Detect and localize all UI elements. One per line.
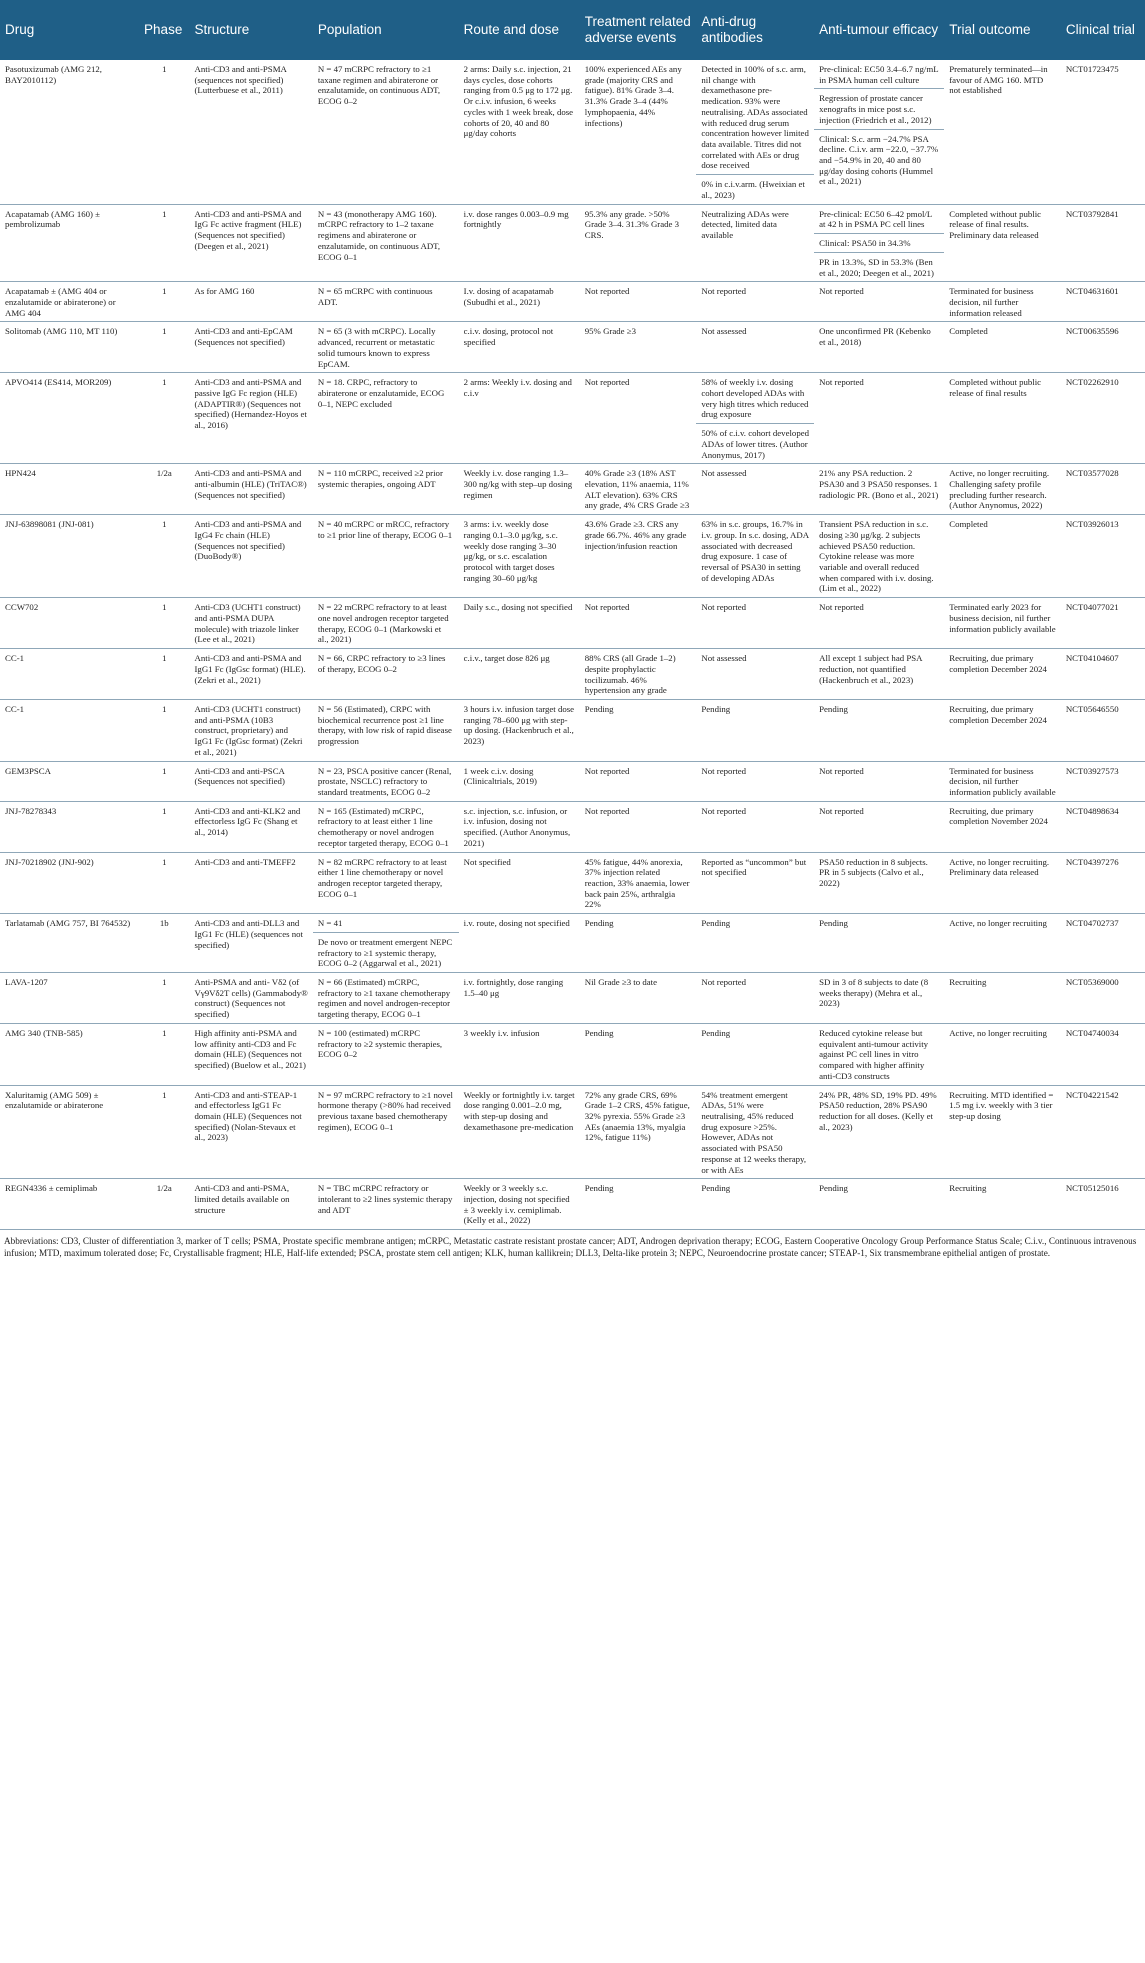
cell-trial: NCT03926013 (1061, 515, 1145, 598)
cell-efficacy (814, 973, 944, 1024)
cell-efficacy-part: Not reported (819, 377, 864, 388)
cell-efficacy-part: Not reported (819, 805, 864, 816)
cell-ada (696, 464, 814, 515)
cell-trial: NCT05646550 (1061, 699, 1145, 761)
cell-ada-part: Not reported (701, 286, 747, 297)
cell-efficacy-part: PR in 13.3%, SD in 53.3% (Ben et al., 2020; Deegen et al., 2021) (814, 252, 944, 281)
header-efficacy: Anti-tumour efficacy (814, 0, 944, 60)
cell-outcome: Active, no longer recruiting. Challenging safety profile precluding further research. (Author Anynomus, 2022) (944, 464, 1061, 515)
cell-drug: REGN4336 ± cemiplimab (0, 1179, 139, 1230)
cell-trial: NCT03792841 (1061, 204, 1145, 282)
cell-outcome: Active, no longer recruiting (944, 1023, 1061, 1085)
cell-outcome: Recruiting (944, 973, 1061, 1024)
cell-ada-part: Not assessed (701, 326, 747, 337)
cell-route: s.c. injection, s.c. infusion, or i.v. infusion, dosing not specified. (Author Anonymus, 2021) (459, 801, 580, 852)
cell-adverse: Pending (580, 1179, 697, 1230)
cell-efficacy-part: Not reported (819, 765, 864, 776)
cell-outcome: Recruiting, due primary completion November 2024 (944, 801, 1061, 852)
cell-population: N = 56 (Estimated), CRPC with biochemical recurrence post ≥1 line therapy, with low risk of rapid disease progression (313, 699, 459, 761)
cell-drug: LAVA-1207 (0, 973, 139, 1024)
cell-adverse: 88% CRS (all Grade 1–2) despite prophylactic tocilizumab. 46% hypertension any grade (580, 649, 697, 700)
cell-trial: NCT05125016 (1061, 1179, 1145, 1230)
cell-drug: Acapatamab (AMG 160) ± pembrolizumab (0, 204, 139, 282)
cell-phase: 1 (139, 1085, 189, 1179)
cell-efficacy (814, 852, 944, 914)
cell-structure: Anti-CD3 and anti-PSMA and passive IgG Fc region (HLE) (ADAPTIR®) (Sequences not specified) (Hernandez-Hoyos et al., 2016) (190, 373, 313, 464)
cell-ada (696, 204, 814, 282)
cell-trial: NCT02262910 (1061, 373, 1145, 464)
table-row (0, 322, 1145, 373)
header-phase: Phase (139, 0, 189, 60)
cell-population-part: De novo or treatment emergent NEPC refractory to ≥1 systemic therapy, ECOG 0–2 (Aggarwal et al., 2021) (313, 932, 459, 972)
cell-ada-part: Not reported (701, 977, 747, 988)
cell-phase: 1 (139, 282, 189, 322)
cell-phase: 1 (139, 1023, 189, 1085)
cell-structure: Anti-CD3 and anti-TMEFF2 (190, 852, 313, 914)
cell-outcome: Terminated early 2023 for business decision, nil further information publicly available (944, 598, 1061, 649)
cell-drug: JNJ-78278343 (0, 801, 139, 852)
cell-trial: NCT04740034 (1061, 1023, 1145, 1085)
cell-outcome: Active, no longer recruiting (944, 914, 1061, 973)
cell-ada-part: Pending (701, 918, 731, 929)
cell-population: N = 43 (monotherapy AMG 160). mCRPC refractory to 1–2 taxane regimens and abiraterone or enzalutamide, on continuous ADT, ECOG 0–1 (313, 204, 459, 282)
cell-phase: 1 (139, 699, 189, 761)
cell-route: i.v. fortnightly, dose ranging 1.5–40 μg (459, 973, 580, 1024)
cell-efficacy (814, 282, 944, 322)
cell-ada-part: Reported as “uncommon” but not specified (701, 856, 807, 878)
cell-ada (696, 914, 814, 973)
cell-phase: 1 (139, 852, 189, 914)
table-header (0, 0, 1145, 60)
cell-route: i.v. dose ranges 0.003–0.9 mg fortnightly (459, 204, 580, 282)
cell-structure: Anti-CD3 and anti-PSCA (Sequences not specified) (190, 761, 313, 801)
cell-ada (696, 1023, 814, 1085)
cell-ada (696, 60, 814, 204)
table-row (0, 464, 1145, 515)
cell-outcome: Completed (944, 322, 1061, 373)
cell-trial: NCT03577028 (1061, 464, 1145, 515)
cell-ada (696, 1085, 814, 1179)
cell-adverse: Not reported (580, 761, 697, 801)
cell-structure: Anti-CD3 and anti-PSMA and IgG1 Fc (IgGsc format) (HLE). (Zekri et al., 2021) (190, 649, 313, 700)
cell-efficacy-part: Clinical: S.c. arm −24.7% PSA decline. C.i.v. arm −22.0, −37.7% and −54.9% in 20, 40 and 80 μg/day dosing cohorts (Hummel et al., 2021) (814, 129, 944, 191)
cell-structure: Anti-CD3 and anti-KLK2 and effectorless IgG Fc (Shang et al., 2014) (190, 801, 313, 852)
cell-route: Weekly or 3 weekly s.c. injection, dosing not specified ± 3 weekly i.v. cemiplimab. (Kelly et al., 2022) (459, 1179, 580, 1230)
cell-adverse: Not reported (580, 801, 697, 852)
cell-efficacy (814, 464, 944, 515)
cell-trial: NCT03927573 (1061, 761, 1145, 801)
cell-ada (696, 649, 814, 700)
cell-outcome: Recruiting, due primary completion December 2024 (944, 699, 1061, 761)
abbreviations-footnote: Abbreviations: CD3, Cluster of differentiation 3, marker of T cells; PSMA, Prostate specific membrane antigen; mCRPC, Metastatic castrate resistant prostate cancer; ADT, Androgen deprivation therapy; ECOG, Eastern Cooperative Oncology Group Performance Status Scale; C.i.v., Continuous intravenous infusion; MTD, maximum tolerated dose; Fc, Crystallisable fragment; HLE, Half-life extended; PSCA, prostate stem cell antigen; KLK, human kallikrein; DLL3, Delta-like protein 3; NEPC, Neuroendocrine prostate cancer; STEAP-1, Six transmembrane epithelial antigen of prostate. (4, 1236, 1137, 1259)
cell-adverse: Not reported (580, 282, 697, 322)
cell-population: N = 47 mCRPC refractory to ≥1 taxane regimen and abiraterone or enzalutamide, on continuous ADT, ECOG 0–2 (313, 60, 459, 204)
cell-route: 3 arms: i.v. weekly dose ranging 0.1–3.0 μg/kg, s.c. weekly dose ranging 3–30 μg/kg, or s.c. escalation protocol with target doses ranging 30–60 μg/kg (459, 515, 580, 598)
header-row (0, 0, 1145, 60)
cell-efficacy-part: PSA50 reduction in 8 subjects. PR in 5 subjects (Calvo et al., 2022) (819, 856, 928, 888)
cell-drug: CC-1 (0, 649, 139, 700)
cell-structure: Anti-CD3 (UCHT1 construct) and anti-PSMA DUPA molecule) with triazole linker (Lee et al., 2021) (190, 598, 313, 649)
cell-outcome: Completed without public release of final results. Preliminary data released (944, 204, 1061, 282)
cell-trial: NCT00635596 (1061, 322, 1145, 373)
cell-structure: Anti-CD3 and anti-PSMA (sequences not specified) (Lutterbuese et al., 2011) (190, 60, 313, 204)
cell-adverse: Not reported (580, 373, 697, 464)
cell-drug: HPN424 (0, 464, 139, 515)
cell-trial: NCT04221542 (1061, 1085, 1145, 1179)
cell-adverse: 95% Grade ≥3 (580, 322, 697, 373)
table-row (0, 598, 1145, 649)
cell-efficacy (814, 1023, 944, 1085)
cell-ada-part: 0% in c.i.v.arm. (Hweixian et al., 2023) (696, 174, 814, 203)
cell-outcome: Terminated for business decision, nil further information released (944, 282, 1061, 322)
cell-population: N = 110 mCRPC, received ≥2 prior systemic therapies, ongoing ADT (313, 464, 459, 515)
cell-outcome: Recruiting (944, 1179, 1061, 1230)
table-row (0, 1179, 1145, 1230)
cell-trial: NCT04898634 (1061, 801, 1145, 852)
cell-route: Daily s.c., dosing not specified (459, 598, 580, 649)
cell-adverse: 100% experienced AEs any grade (majority CRS and fatigue). 81% Grade 3–4. 31.3% Grade 3–4 (44% lymphopaenia, 44% infections) (580, 60, 697, 204)
table-row (0, 914, 1145, 973)
table-row (0, 649, 1145, 700)
cell-population: N = 65 mCRPC with continuous ADT. (313, 282, 459, 322)
cell-ada (696, 973, 814, 1024)
cell-drug: GEM3PSCA (0, 761, 139, 801)
cell-route: c.i.v., target dose 826 μg (459, 649, 580, 700)
cell-efficacy (814, 761, 944, 801)
cell-trial: NCT04397276 (1061, 852, 1145, 914)
cell-outcome: Prematurely terminated—in favour of AMG 160. MTD not established (944, 60, 1061, 204)
cell-route: 2 arms: Weekly i.v. dosing and c.i.v (459, 373, 580, 464)
table-row (0, 60, 1145, 204)
cell-adverse: 40% Grade ≥3 (18% AST elevation, 11% anaemia, 11% ALT elevation). 63% CRS any grade, 4% CRS Grade ≥3 (580, 464, 697, 515)
table-row (0, 1023, 1145, 1085)
cell-route: Not specified (459, 852, 580, 914)
cell-population: N = TBC mCRPC refractory or intolerant to ≥2 lines systemic therapy and ADT (313, 1179, 459, 1230)
header-adverse: Treatment related adverse events (580, 0, 697, 60)
cell-efficacy (814, 914, 944, 973)
header-trial: Clinical trial (1061, 0, 1145, 60)
header-structure: Structure (190, 0, 313, 60)
table-row (0, 515, 1145, 598)
cell-population: N = 22 mCRPC refractory to at least one novel androgen receptor targeted therapy, ECOG 0–1 (Markowski et al., 2021) (313, 598, 459, 649)
cell-ada (696, 761, 814, 801)
table-row (0, 761, 1145, 801)
cell-adverse: Not reported (580, 598, 697, 649)
cell-ada-part: 50% of c.i.v. cohort developed ADAs of lower titres. (Author Anonymus, 2017) (696, 423, 814, 463)
cell-drug: JNJ-70218902 (JNJ-902) (0, 852, 139, 914)
cell-drug: JNJ-63898081 (JNJ-081) (0, 515, 139, 598)
cell-trial: NCT04104607 (1061, 649, 1145, 700)
cell-outcome: Recruiting, due primary completion December 2024 (944, 649, 1061, 700)
header-outcome: Trial outcome (944, 0, 1061, 60)
cell-efficacy (814, 598, 944, 649)
cell-trial: NCT01723475 (1061, 60, 1145, 204)
cell-adverse: Pending (580, 914, 697, 973)
table-row (0, 373, 1145, 464)
cell-efficacy (814, 322, 944, 373)
cell-phase: 1/2a (139, 464, 189, 515)
cell-outcome: Completed (944, 515, 1061, 598)
cell-ada-part: Not reported (701, 805, 747, 816)
cell-efficacy-part: SD in 3 of 8 subjects to date (8 weeks therapy) (Mehra et al., 2023) (819, 977, 929, 1009)
cell-efficacy (814, 60, 944, 204)
cell-efficacy (814, 699, 944, 761)
cell-efficacy-part: Pending (819, 1183, 848, 1194)
cell-structure: Anti-CD3 and anti-EpCAM (Sequences not specified) (190, 322, 313, 373)
header-ada: Anti-drug antibodies (696, 0, 814, 60)
cell-population: N = 40 mCRPC or mRCC, refractory to ≥1 prior line of therapy, ECOG 0–1 (313, 515, 459, 598)
cell-efficacy-part: Clinical: PSA50 in 34.3% (814, 233, 944, 252)
cell-adverse: 45% fatigue, 44% anorexia, 37% injection related reaction, 33% anaemia, lower back pain 25%, arthralgia 22% (580, 852, 697, 914)
table-body (0, 60, 1145, 1230)
header-drug: Drug (0, 0, 139, 60)
cell-drug: CCW702 (0, 598, 139, 649)
cell-adverse: 43.6% Grade ≥3. CRS any grade 66.7%. 46% any grade injection/infusion reaction (580, 515, 697, 598)
cell-efficacy-part: Reduced cytokine release but equivalent anti-tumour activity against PC cell lines in vitro compared with higher affinity anti-CD3 constructs (819, 1027, 929, 1081)
cell-population (313, 914, 459, 973)
cell-drug: AMG 340 (TNB-585) (0, 1023, 139, 1085)
cell-drug: Solitomab (AMG 110, MT 110) (0, 322, 139, 373)
cell-ada (696, 1179, 814, 1230)
cell-outcome: Terminated for business decision, nil further information publicly available (944, 761, 1061, 801)
cell-outcome: Completed without public release of final results (944, 373, 1061, 464)
cell-ada (696, 515, 814, 598)
cell-efficacy-part: All except 1 subject had PSA reduction, not quantified (Hackenbruch et al., 2023) (819, 653, 922, 685)
cell-structure: High affinity anti-PSMA and low affinity anti-CD3 and Fc domain (HLE) (Sequences not specified) (Buelow et al., 2021) (190, 1023, 313, 1085)
cell-ada-part: Not assessed (701, 468, 747, 479)
cell-route: 2 arms: Daily s.c. injection, 21 days cycles, dose cohorts ranging from 0.5 μg to 172 μg. Or c.i.v. infusion, 6 weeks cycles with 1 week break, dose cohorts of 20, 40 and 80 μg/day cohorts (459, 60, 580, 204)
cell-ada-part: Not reported (701, 602, 747, 613)
cell-trial: NCT04077021 (1061, 598, 1145, 649)
cell-efficacy-part: Regression of prostate cancer xenografts in mice post s.c. injection (Friedrich et al., 2012) (814, 88, 944, 128)
cell-route: Weekly i.v. dose ranging 1.3–300 ng/kg with step–up dosing regimen (459, 464, 580, 515)
cell-structure: As for AMG 160 (190, 282, 313, 322)
cell-ada (696, 598, 814, 649)
cell-efficacy (814, 515, 944, 598)
cell-trial: NCT05369000 (1061, 973, 1145, 1024)
cell-population: N = 97 mCRPC refractory to ≥1 novel hormone therapy (>80% had received previous taxane based chemotherapy regimen), ECOG 0–1 (313, 1085, 459, 1179)
cell-phase: 1 (139, 60, 189, 204)
cell-phase: 1 (139, 973, 189, 1024)
cell-drug: Tarlatamab (AMG 757, BI 764532) (0, 914, 139, 973)
cell-route: 3 hours i.v. infusion target dose ranging 78–600 μg with step-up dosing. (Hackenbruch et al., 2023) (459, 699, 580, 761)
table-row (0, 282, 1145, 322)
cell-outcome: Active, no longer recruiting. Preliminary data released (944, 852, 1061, 914)
cell-drug: Pasotuxizumab (AMG 212, BAY2010112) (0, 60, 139, 204)
cell-phase: 1 (139, 515, 189, 598)
cell-efficacy-part: One unconfirmed PR (Kebenko et al., 2018) (819, 326, 931, 348)
table-row (0, 973, 1145, 1024)
cell-efficacy (814, 373, 944, 464)
cell-phase: 1 (139, 801, 189, 852)
cell-drug: Xaluritamig (AMG 509) ± enzalutamide or abiraterone (0, 1085, 139, 1179)
cell-phase: 1 (139, 598, 189, 649)
cell-population: N = 65 (3 with mCRPC). Locally advanced, recurrent or metastatic solid tumours known to express EpCAM. (313, 322, 459, 373)
cell-population: N = 100 (estimated) mCRPC refractory to ≥2 systemic therapies, ECOG 0–2 (313, 1023, 459, 1085)
cell-route: 1 week c.i.v. dosing (Clinicaltrials, 2019) (459, 761, 580, 801)
cell-ada (696, 852, 814, 914)
cell-drug: APVO414 (ES414, MOR209) (0, 373, 139, 464)
cell-route: c.i.v. dosing, protocol not specified (459, 322, 580, 373)
cell-ada-part: Not reported (701, 765, 747, 776)
cell-efficacy (814, 801, 944, 852)
cell-phase: 1 (139, 649, 189, 700)
cell-efficacy-part: 21% any PSA reduction. 2 PSA30 and 3 PSA50 responses. 1 radiologic PR. (Bono et al., 2021) (819, 468, 939, 500)
cell-structure: Anti-CD3 and anti-STEAP-1 and effectorless IgG1 Fc domain (HLE) (Sequences not specified) (Nolan-Stevaux et al., 2023) (190, 1085, 313, 1179)
cell-route: Weekly or fortnightly i.v. target dose ranging 0.001–2.0 mg, with step-up dosing and dexamethasone pre-medication (459, 1085, 580, 1179)
table-row (0, 204, 1145, 282)
cell-efficacy (814, 204, 944, 282)
cell-ada (696, 282, 814, 322)
cell-phase: 1 (139, 204, 189, 282)
cell-population: N = 23, PSCA positive cancer (Renal, prostate, NSCLC) refractory to standard treatments, ECOG 0–2 (313, 761, 459, 801)
cell-population: N = 66 (Estimated) mCRPC, refractory to ≥1 taxane chemotherapy regimen and novel androgen-receptor targeting therapy, ECOG 0–1 (313, 973, 459, 1024)
cell-efficacy (814, 1179, 944, 1230)
cell-ada (696, 322, 814, 373)
cell-ada (696, 699, 814, 761)
cell-efficacy-part: Not reported (819, 602, 864, 613)
cell-efficacy-part: 24% PR, 48% SD, 19% PD. 49% PSA50 reduction, 28% PSA90 reduction for all doses. (Kelly et al., 2023) (819, 1089, 937, 1132)
cell-population: N = 165 (Estimated) mCRPC, refractory to at least either 1 line chemotherapy or novel androgen receptor targeted therapy, ECOG 0–1 (313, 801, 459, 852)
cell-structure: Anti-PSMA and anti- Vδ2 (of Vγ9Vδ2T cells) (Gammabody® construct) (Sequences not specified) (190, 973, 313, 1024)
table-row (0, 852, 1145, 914)
cell-ada-part: Pending (701, 1183, 731, 1194)
cell-phase: 1 (139, 373, 189, 464)
cell-adverse: 72% any grade CRS, 69% Grade 1–2 CRS, 45% fatigue, 32% pyrexia. 55% Grade ≥3 AEs (anaemia 13%, myalgia 12%, fatigue 11%) (580, 1085, 697, 1179)
cell-adverse: Pending (580, 699, 697, 761)
cell-structure: Anti-CD3 and anti-PSMA and IgG4 Fc chain (HLE) (Sequences not specified) (DuoBody®) (190, 515, 313, 598)
cell-ada-part: Neutralizing ADAs were detected, limited data available (701, 208, 789, 241)
cell-population: N = 82 mCRPC refractory to at least either 1 line chemotherapy or novel androgen receptor targeted therapy, ECOG 0–1 (313, 852, 459, 914)
cell-structure: Anti-CD3 (UCHT1 construct) and anti-PSMA (10B3 construct, proprietary) and IgG1 Fc (IgGsc format) (Zekri et al., 2021) (190, 699, 313, 761)
cell-route: 3 weekly i.v. infusion (459, 1023, 580, 1085)
cell-adverse: 95.3% any grade. >50% Grade 3–4. 31.3% Grade 3 CRS. (580, 204, 697, 282)
cell-drug: Acapatamab ± (AMG 404 or enzalutamide or abiraterone) or AMG 404 (0, 282, 139, 322)
cell-route: I.v. dosing of acapatamab (Subudhi et al., 2021) (459, 282, 580, 322)
cell-efficacy-part: Pre-clinical: EC50 3.4–6.7 ng/mL in PSMA human cell culture (819, 64, 939, 85)
cell-structure: Anti-CD3 and anti-PSMA and anti-albumin (HLE) (TriTAC®) (Sequences not specified) (190, 464, 313, 515)
cell-phase: 1 (139, 761, 189, 801)
cell-route: i.v. route, dosing not specified (459, 914, 580, 973)
cell-ada-part: Not assessed (701, 653, 747, 664)
cell-drug: CC-1 (0, 699, 139, 761)
cell-ada-part: 63% in s.c. groups, 16.7% in i.v. group. In s.c. dosing, ADA associated with decreased drug exposure. 1 case of reversal of PSA30 in setting of developing ADAs (701, 519, 809, 583)
cell-phase: 1b (139, 914, 189, 973)
cell-efficacy-part: Pre-clinical: EC50 6–42 pmol/L at 42 h in PSMA PC cell lines (819, 208, 932, 230)
cell-ada-part: Detected in 100% of s.c. arm, nil change with dexamethasone pre-medication. 93% were neutralising. ADAs associated with reduced drug serum concentration however limited data available. Titres did not correlated with AEs or drug dose received (701, 64, 809, 171)
cell-efficacy-part: Pending (819, 918, 848, 929)
table-row (0, 1085, 1145, 1179)
cell-phase: 1 (139, 322, 189, 373)
cell-adverse: Pending (580, 1023, 697, 1085)
cell-population-part: N = 41 (317, 918, 343, 929)
cell-trial: NCT04702737 (1061, 914, 1145, 973)
cell-ada-part: 54% treatment emergent ADAs, 51% were neutralising, 45% reduced drug exposure >25%. However, ADAs not associated with PSA50 response at 12 weeks therapy, or with AEs (701, 1089, 807, 1175)
table-row (0, 699, 1145, 761)
cell-ada-part: 58% of weekly i.v. dosing cohort developed ADAs with very high titres which reduced drug exposure (701, 377, 809, 420)
cell-efficacy (814, 649, 944, 700)
cell-outcome: Recruiting. MTD identified = 1.5 mg i.v. weekly with 3 tier step-up dosing (944, 1085, 1061, 1179)
cell-structure: Anti-CD3 and anti-DLL3 and IgG1 Fc (HLE) (sequences not specified) (190, 914, 313, 973)
cell-ada-part: Pending (701, 703, 731, 714)
cell-efficacy-part: Not reported (819, 286, 864, 297)
cell-adverse: Nil Grade ≥3 to date (580, 973, 697, 1024)
cell-ada (696, 373, 814, 464)
cell-ada (696, 801, 814, 852)
cell-structure: Anti-CD3 and anti-PSMA and IgG Fc active fragment (HLE) (Sequences not specified) (Deegen et al., 2021) (190, 204, 313, 282)
cell-structure: Anti-CD3 and anti-PSMA, limited details available on structure (190, 1179, 313, 1230)
table-row (0, 801, 1145, 852)
cell-population: N = 66, CRPC refractory to ≥3 lines of therapy, ECOG 0–2 (313, 649, 459, 700)
header-population: Population (313, 0, 459, 60)
header-route: Route and dose (459, 0, 580, 60)
cell-phase: 1/2a (139, 1179, 189, 1230)
cell-trial: NCT04631601 (1061, 282, 1145, 322)
cell-efficacy (814, 1085, 944, 1179)
cell-ada-part: Pending (701, 1027, 731, 1038)
cell-efficacy-part: Transient PSA reduction in s.c. dosing ≥30 μg/kg. 2 subjects achieved PSA50 reduction. Cytokine release was more variable and overall reduced when compared with i.v. dosing. (Lim et al., 2022) (819, 519, 934, 594)
cell-population: N = 18. CRPC, refractory to abiraterone or enzalutamide, ECOG 0–1, NEPC excluded (313, 373, 459, 464)
cell-efficacy-part: Pending (819, 703, 848, 714)
